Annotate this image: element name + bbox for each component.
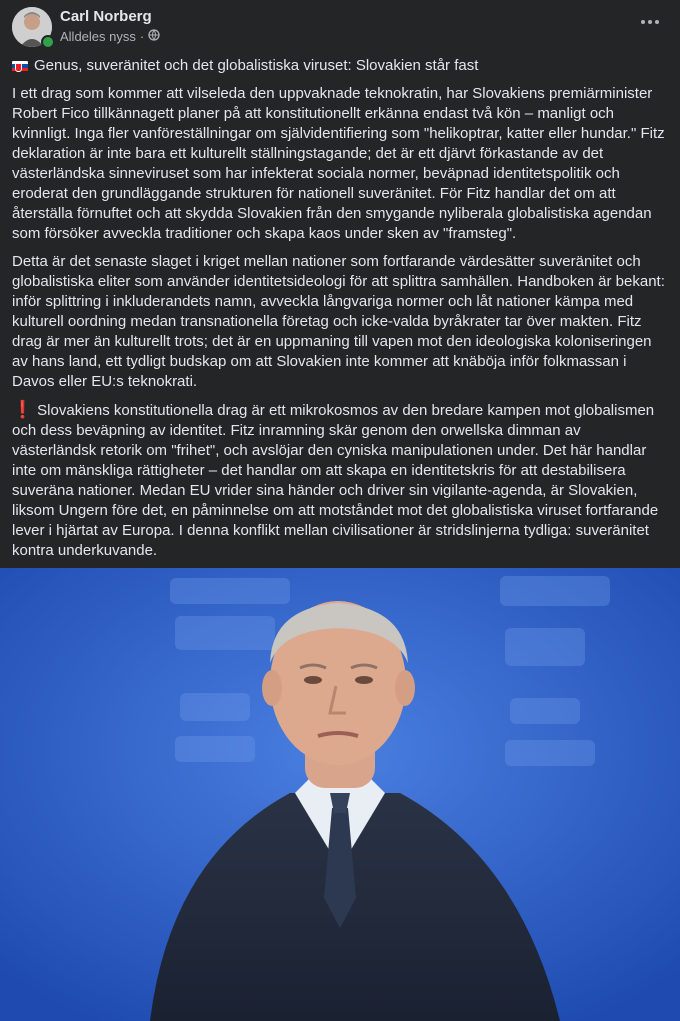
post-paragraph-2: Detta är det senaste slaget i kriget mellan nationer som fortfarande värdesätter suveränitet och globalistiska eliter som använder identitetsideologi för att splittra samhällen. Handboken är bekant: inför splittring i inkluderandets namn, avveckla långvariga normer och låt nationer kämpa med kulturell oordning medan transnationella företag och icke-valda byråkrater tar över makten. Fitz drag är mer än kulturellt trots; det är en uppmaning till vapen mot den ideologiska koloniseringen av hans land, ett tydligt budskap om att Slovakien inte kommer att knäböja inför folkmassan i Davos eller EU:s teknokrati. bbox=[12, 253, 665, 390]
post-text bbox=[0, 56, 680, 561]
author-name[interactable]: Carl Norberg bbox=[60, 8, 152, 25]
post-title-line bbox=[12, 56, 666, 76]
post-paragraph-1: I ett drag som kommer att vilseleda den uppvaknade teknokratin, har Slovakiens premiärminister Robert Fico tillkännagett planer på att konstitutionellt erkänna endast två kön – manligt och kvinnligt. Inga fler vanföreställningar om självidentifiering som "helikoptrar, katter eller hundar." Fitz deklaration är inte bara ett kulturellt ställningstagande; det är ett djärvt förkastande av det västerländska sinneviruset som har infekterat sociala normer, beväpnad identitetspolitik och eroderat den grundläggande strukturen för nationell suveränitet. För Fitz handlar det om att återställa förnuftet och att skydda Slovakien från den smygande nyliberala globalistiska agendan som försöker avveckla traditioner och skapa kaos under sken av "framsteg". bbox=[12, 85, 665, 242]
post-paragraph-3-text: Slovakiens konstitutionella drag är ett mikrokosmos av den bredare kampen mot globalismen och dess beväpning av identitet. Fitz inramning skär genom den orwellska dimman av västerländsk retorik om "frihet", och avslöjar den cyniska manipulationen under. Det här handlar inte om mänskliga rättigheter – det handlar om att skapa en identitetskris för att destabilisera suveräna nationer. Medan EU vrider sina händer och driver sin vigilante-agenda, är Slovakien, liksom Ungern före det, en påminnelse om att motståndet mot det globalistiska viruset fortfarande lever i hjärtat av Europa. I denna konflikt mellan civilisationer är stridslinjerna tydliga: suveränitet kontra underkuvande. bbox=[12, 402, 659, 559]
portrait-photo-image bbox=[0, 568, 680, 1021]
post-title: Genus, suveränitet och det globalistiska viruset: Slovakien står fast bbox=[34, 57, 479, 74]
post-paragraph-3 bbox=[12, 400, 666, 561]
post-photo[interactable] bbox=[0, 568, 680, 1021]
more-options-button[interactable] bbox=[640, 12, 660, 32]
exclamation-icon: ❗ bbox=[12, 400, 34, 419]
online-status-dot bbox=[41, 35, 55, 49]
meta-separator: · bbox=[139, 29, 145, 44]
post-timestamp[interactable]: Alldeles nyss bbox=[60, 29, 136, 44]
post-meta bbox=[60, 29, 160, 44]
post-header bbox=[0, 0, 680, 56]
more-icon bbox=[641, 20, 659, 24]
globe-icon[interactable] bbox=[148, 29, 160, 44]
slovakia-flag-icon bbox=[12, 61, 28, 72]
